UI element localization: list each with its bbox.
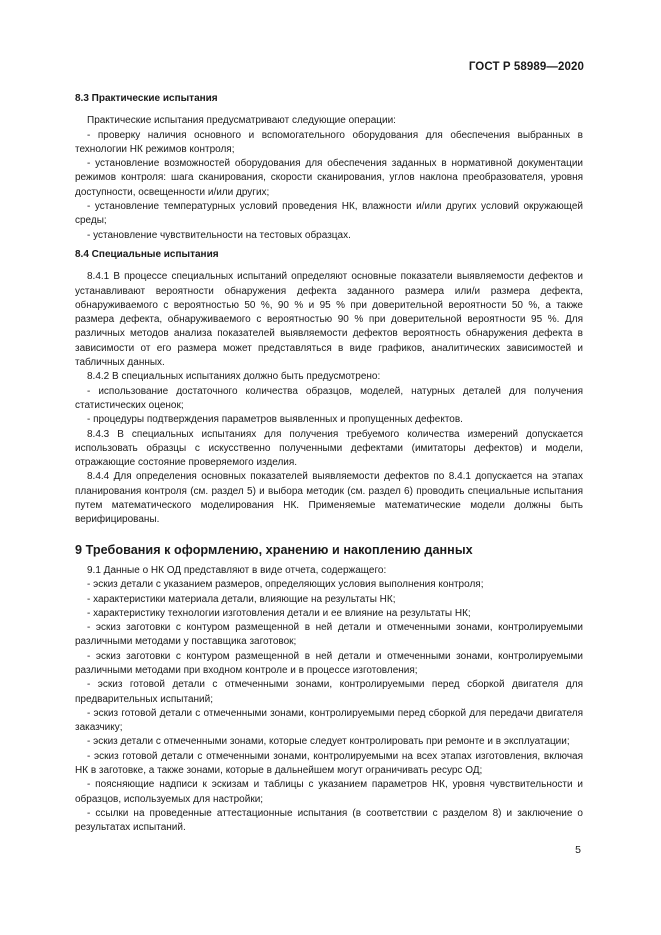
section-8-3-intro: Практические испытания предусматривают следующие операции: (87, 115, 396, 127)
section-9-item: - эскиз заготовки с контуром размещенной в ней детали и отмеченными зонами, контролируемыми различными методами у поставщика заготовок; (75, 622, 583, 648)
section-8-3-item: - установление возможностей оборудования для обеспечения заданных в нормативной документации режимов контроля: шага сканирования, скорости сканирования, углов наклона преобразователя, уровня доступности, освещенности и/или других; (75, 158, 583, 198)
paragraph-8-4-2-item: - процедуры подтверждения параметров выявленных и пропущенных дефектов. (87, 414, 463, 426)
standard-header: ГОСТ Р 58989—2020 (468, 61, 584, 73)
section-9-item: - эскиз заготовки с контуром размещенной в ней детали и отмеченными зонами, контролируемыми различными методами при входном контроле и в процессе изготовления; (75, 650, 583, 676)
paragraph-8-4-2: 8.4.2 В специальных испытаниях должно быть предусмотрено: (87, 371, 381, 383)
section-9-item: - ссылки на проведенные аттестационные испытания (в соответствии с разделом 8) и заключение о результатах испытаний. (75, 807, 583, 834)
section-8-3-item: - проверку наличия основного и вспомогательного оборудования для обеспечения выбранных в технологии НК режимов контроля; (75, 129, 583, 155)
section-9-heading: 9 Требования к оформлению, хранению и накоплению данных (75, 542, 473, 557)
paragraph-8-4-1: 8.4.1 В процессе специальных испытаний определяют основные показатели выявляемости дефектов и устанавливают вероятности обнаружения дефекта заданного размера или/и размера дефекта, обнаруживаемого с вероятностью 50 %, 90 % и 95 % при доверительной вероятности 50 %, а также размера дефекта, обнаруживаемого с вероятностью 90 % при доверительной вероятности 95 %. Для различных методов анализа показателей выявляемости дефектов вероятность обнаружения дефекта в зависимости от его размера может представляться в виде графиков, аналитических зависимостей и табличных данных. (75, 271, 583, 369)
page-number: 5 (575, 844, 581, 856)
section-9-item: - эскиз готовой детали с отмеченными зонами, контролируемыми перед сборкой двигателя для предварительных испытаний; (75, 679, 583, 705)
section-9-item: - характеристику технологии изготовления детали и ее влияние на результаты НК; (87, 607, 471, 619)
section-9-item: - эскиз готовой детали с отмеченными зонами, контролируемыми перед сборкой для передачи двигателя заказчику; (75, 707, 583, 734)
section-8-3-heading: 8.3 Практические испытания (75, 93, 218, 104)
section-9-item: - эскиз детали с указанием размеров, определяющих условия выполнения контроля; (87, 579, 484, 591)
section-9-item: - эскиз готовой детали с отмеченными зонами, контролируемыми на всех этапах изготовления, включая НК в заготовке, а также зонами, которые в дальнейшем могут ограничивать ресурс ОД; (75, 750, 583, 777)
section-8-3-item: - установление температурных условий проведения НК, влажности и/или других условий окружающей среды; (75, 201, 583, 227)
paragraph-9-1: 9.1 Данные о НК ОД представляют в виде отчета, содержащего: (87, 564, 387, 576)
section-8-4-heading: 8.4 Специальные испытания (75, 248, 219, 260)
section-9-item: - характеристики материала детали, влияющие на результаты НК; (87, 593, 396, 605)
section-8-3-item: - установление чувствительности на тестовых образцах. (87, 229, 351, 241)
paragraph-8-4-2-item: - использование достаточного количества образцов, моделей, натурных деталей для получения статистических оценок; (75, 385, 583, 411)
paragraph-8-4-4: 8.4.4 Для определения основных показателей выявляемости дефектов по 8.4.1 допускается на этапах планирования контроля (см. раздел 5) и выбора методик (см. раздел 6) проводить специальные испытания путем математического моделирования НК. Применяемые математические модели должны быть верифицированы. (75, 471, 583, 526)
page-content (75, 92, 583, 836)
paragraph-8-4-3: 8.4.3 В специальных испытаниях для получения требуемого количества измерений допускается использовать образцы с искусственно полученными дефектами (имитаторы дефектов) и модели, отражающие состояние проверяемого изделия. (75, 428, 583, 469)
section-9-item: - эскиз детали с отмеченными зонами, которые следует контролировать при ремонте и в эксплуатации; (87, 736, 570, 748)
section-9-item: - поясняющие надписи к эскизам и таблицы с указанием параметров НК, уровня чувствительности и образцов, используемых для настройки; (75, 779, 583, 805)
